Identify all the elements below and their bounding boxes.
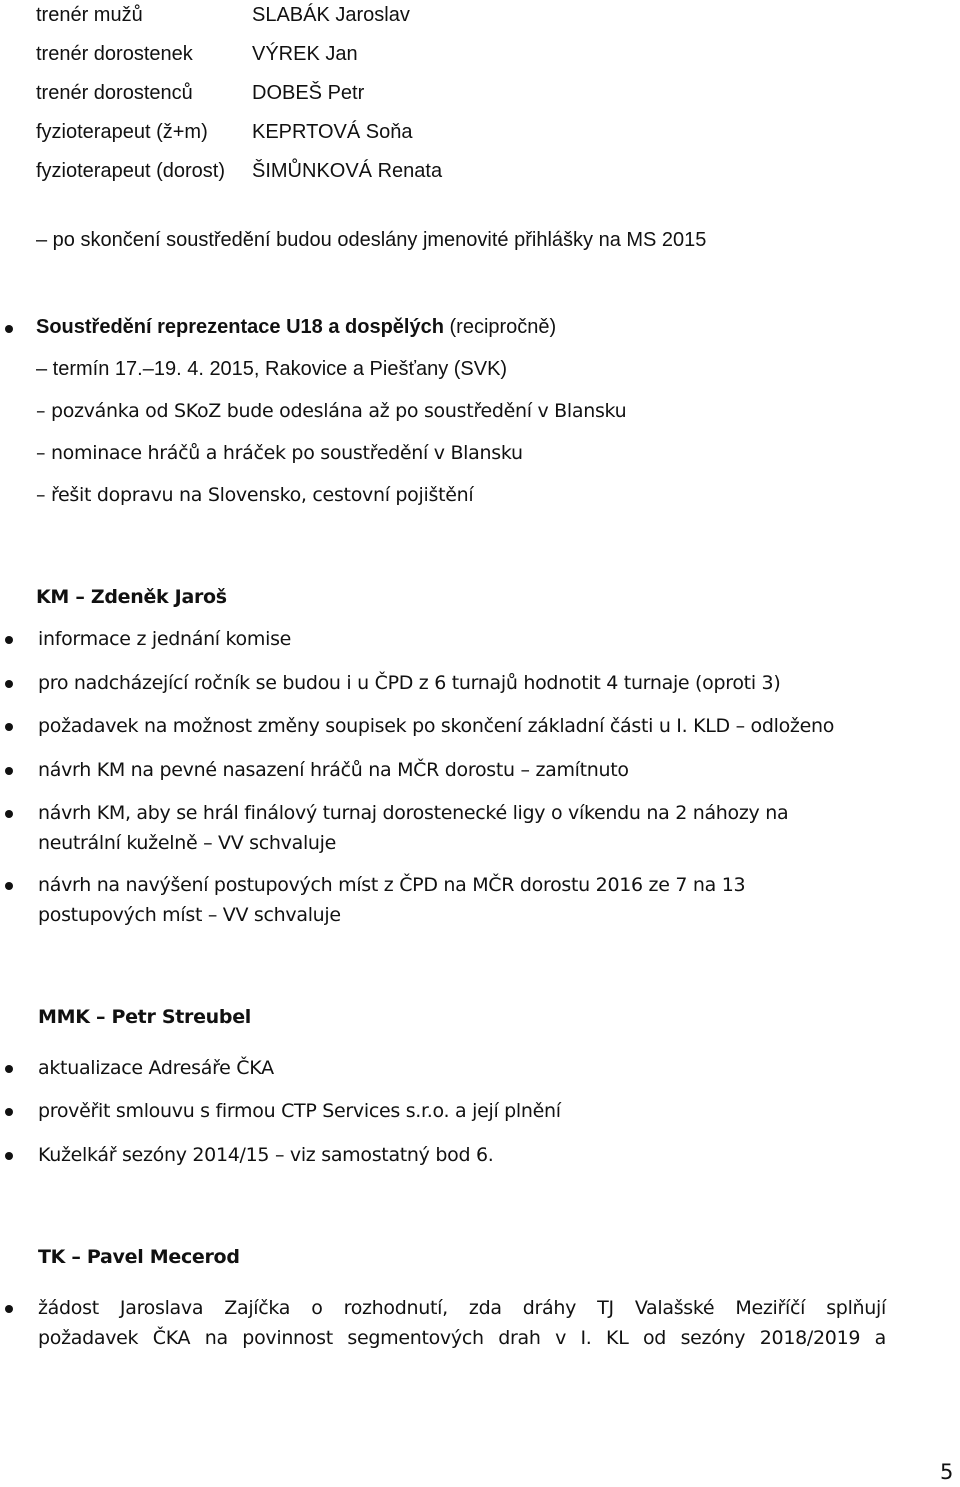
bullet-icon: [5, 325, 13, 333]
u18-line: – nominace hráčů a hráček po soustředění v Blansku: [36, 442, 523, 464]
staff-role: fyzioterapeut (dorost): [36, 160, 225, 182]
staff-role: fyzioterapeut (ž+m): [36, 121, 208, 143]
list-item: aktualizace Adresáře ČKA: [38, 1057, 274, 1079]
ms-note: – po skončení soustředění budou odeslány jmenovité přihlášky na MS 2015: [36, 229, 707, 251]
page-number: 5: [940, 1460, 954, 1484]
bullet-icon: [5, 723, 13, 731]
u18-line: – termín 17.–19. 4. 2015, Rakovice a Piešťany (SVK): [36, 358, 508, 380]
list-item-line: postupových míst – VV schvaluje: [38, 904, 341, 926]
list-item: prověřit smlouvu s firmou CTP Services s.r.o. a její plnění: [38, 1100, 561, 1122]
staff-name: SLABÁK Jaroslav: [252, 4, 410, 26]
bullet-icon: [5, 636, 13, 644]
u18-title-rest: (recipročně): [443, 316, 557, 338]
list-item-line: požadavek ČKA na povinnost segmentových drah v I. KL od sezóny 2018/2019 a: [38, 1327, 886, 1349]
staff-role: trenér dorostenek: [36, 43, 193, 65]
bullet-icon: [5, 680, 13, 688]
list-item: požadavek na možnost změny soupisek po skončení základní části u I. KLD – odloženo: [38, 715, 835, 737]
list-item: informace z jednání komise: [38, 628, 292, 650]
section-heading: TK – Pavel Mecerod: [38, 1246, 240, 1268]
staff-role: trenér mužů: [36, 4, 143, 26]
section-heading: KM – Zdeněk Jaroš: [36, 586, 227, 608]
bullet-icon: [5, 1152, 13, 1160]
list-item-line: neutrální kuželně – VV schvaluje: [38, 832, 337, 854]
section-heading: MMK – Petr Streubel: [38, 1006, 251, 1028]
staff-name: DOBEŠ Petr: [252, 82, 365, 104]
list-item: Kuželkář sezóny 2014/15 – viz samostatný bod 6.: [38, 1144, 494, 1166]
u18-line: – řešit dopravu na Slovensko, cestovní pojištění: [36, 484, 474, 506]
list-item: návrh KM na pevné nasazení hráčů na MČR dorostu – zamítnuto: [38, 759, 629, 781]
bullet-icon: [5, 1065, 13, 1073]
staff-role: trenér dorostenců: [36, 82, 193, 104]
staff-name: VÝREK Jan: [252, 43, 358, 65]
bullet-icon: [5, 767, 13, 775]
staff-name: ŠIMŮNKOVÁ Renata: [252, 160, 443, 182]
staff-name: KEPRTOVÁ Soňa: [252, 121, 413, 143]
list-item-line: žádost Jaroslava Zajíčka o rozhodnutí, zda dráhy TJ Valašské Meziříčí splňují: [38, 1297, 886, 1319]
u18-line: – pozvánka od SKoZ bude odeslána až po soustředění v Blansku: [36, 400, 627, 422]
list-item-line: návrh na navýšení postupových míst z ČPD na MČR dorostu 2016 ze 7 na 13: [38, 874, 746, 896]
bullet-icon: [5, 1305, 13, 1313]
list-item-line: návrh KM, aby se hrál finálový turnaj dorostenecké ligy o víkendu na 2 náhozy na: [38, 802, 789, 824]
bullet-icon: [5, 1108, 13, 1116]
u18-title-bold: Soustředění reprezentace U18 a dospělých: [36, 316, 444, 338]
bullet-icon: [5, 882, 13, 890]
bullet-icon: [5, 810, 13, 818]
list-item: pro nadcházející ročník se budou i u ČPD z 6 turnajů hodnotit 4 turnaje (oproti 3): [38, 672, 781, 694]
u18-title: [36, 316, 556, 339]
